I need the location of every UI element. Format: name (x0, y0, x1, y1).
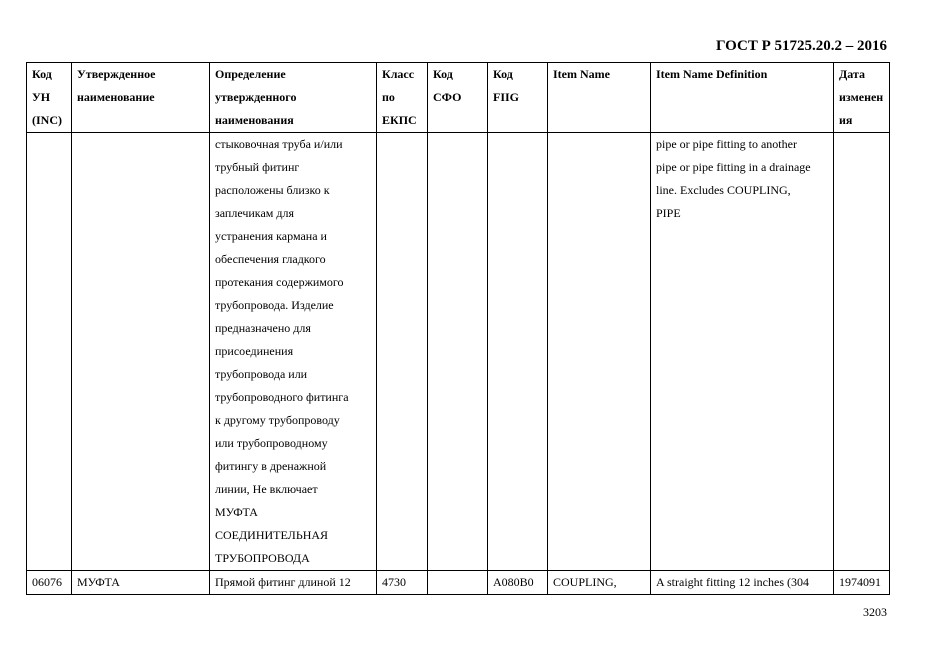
text-line: (INC) (32, 113, 62, 127)
cell-approved-name: МУФТА (72, 571, 210, 595)
text-line: pipe or pipe fitting in a drainage (656, 160, 811, 174)
cell-definition-ru: Прямой фитинг длиной 12 (210, 571, 377, 595)
text-line: pipe or pipe fitting to another (656, 137, 797, 151)
cell-item-name (548, 133, 651, 571)
table-header-row (27, 63, 890, 133)
text-line: протекания содержимого (215, 275, 344, 289)
text-line: расположены близко к (215, 183, 330, 197)
text-line: СОЕДИНИТЕЛЬНАЯ (215, 528, 329, 542)
header-change-date (834, 63, 890, 133)
text-line: присоединения (215, 344, 294, 358)
text-line: Item Name (553, 67, 610, 81)
text-line: наименования (215, 113, 294, 127)
text-line: по (382, 90, 395, 104)
text-line: Утвержденное (77, 67, 156, 81)
header-class (377, 63, 428, 133)
page-number: 3203 (863, 605, 887, 619)
cell-fiig (488, 133, 548, 571)
text-line: Код (32, 67, 52, 81)
cell-definition-en (651, 133, 834, 571)
text-line: МУФТА (215, 505, 258, 519)
catalog-table (26, 62, 890, 595)
text-line: Код (433, 67, 453, 81)
document-standard-number: ГОСТ Р 51725.20.2 – 2016 (715, 38, 887, 54)
cell-inc: 06076 (27, 571, 72, 595)
text-line: line. Excludes COUPLING, (656, 183, 791, 197)
text-line: трубопровода. Изделие (215, 298, 334, 312)
cell-date (834, 133, 890, 571)
header-item-name-definition (651, 63, 834, 133)
text-line: УН (32, 90, 51, 104)
text-line: СФО (433, 90, 462, 104)
text-line: утвержденного (215, 90, 297, 104)
text-line: ЕКПС (382, 113, 417, 127)
header-name-definition (210, 63, 377, 133)
cell-class (377, 133, 428, 571)
table-row (27, 133, 890, 571)
cell-definition-ru (210, 133, 377, 571)
header-inc (27, 63, 72, 133)
text-line: трубопроводного фитинга (215, 390, 349, 404)
text-line: линии, Не включает (215, 482, 318, 496)
text-line: Определение (215, 67, 286, 81)
text-line: PIPE (656, 206, 681, 220)
text-line: предназначено для (215, 321, 311, 335)
text-line: обеспечения гладкого (215, 252, 326, 266)
text-line: к другому трубопроводу (215, 413, 340, 427)
header-sfo-code (428, 63, 488, 133)
header-approved-name (72, 63, 210, 133)
text-line: ТРУБОПРОВОДА (215, 551, 310, 565)
cell-sfo (428, 571, 488, 595)
cell-definition-en: A straight fitting 12 inches (304 (651, 571, 834, 595)
text-line: наименование (77, 90, 155, 104)
text-line: изменен (839, 90, 884, 104)
text-line: трубопровода или (215, 367, 308, 381)
cell-class: 4730 (377, 571, 428, 595)
text-line: стыковочная труба и/или (215, 137, 343, 151)
text-line: или трубопроводному (215, 436, 328, 450)
text-line: фитингу в дренажной (215, 459, 327, 473)
cell-sfo (428, 133, 488, 571)
text-line: устранения кармана и (215, 229, 327, 243)
cell-approved-name (72, 133, 210, 571)
header-fiig-code (488, 63, 548, 133)
text-line: Класс (382, 67, 415, 81)
header-item-name (548, 63, 651, 133)
cell-fiig: A080B0 (488, 571, 548, 595)
cell-item-name: COUPLING, (548, 571, 651, 595)
text-line: заплечикам для (215, 206, 294, 220)
cell-inc (27, 133, 72, 571)
text-line: Item Name Definition (656, 67, 768, 81)
text-line: FIIG (493, 90, 520, 104)
text-line: Дата (839, 67, 865, 81)
text-line: трубный фитинг (215, 160, 300, 174)
table-row (27, 571, 890, 595)
text-line: Код (493, 67, 513, 81)
text-line: ия (839, 113, 853, 127)
cell-date: 1974091 (834, 571, 890, 595)
